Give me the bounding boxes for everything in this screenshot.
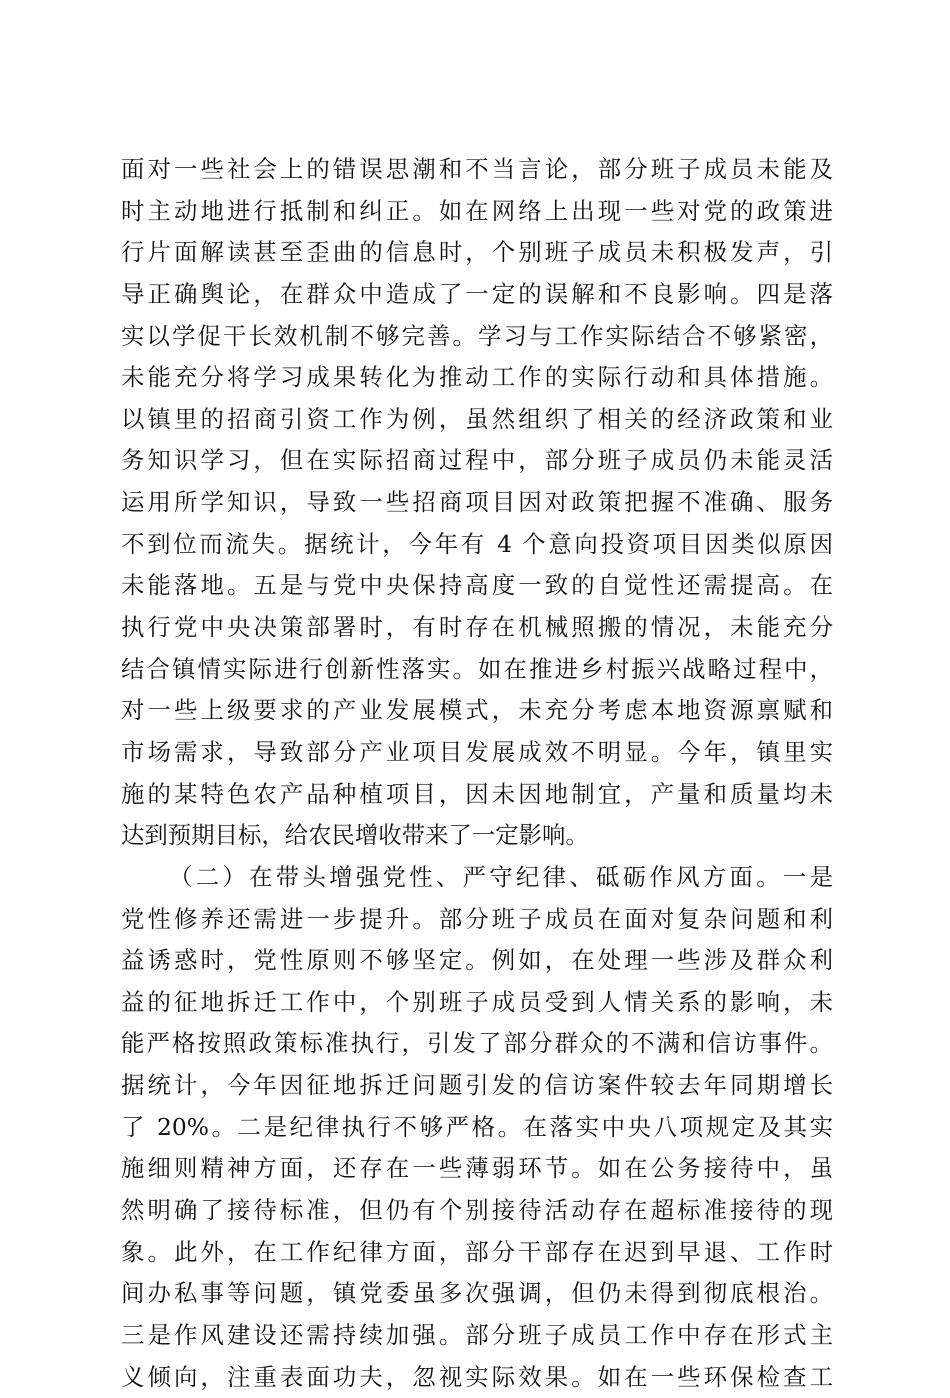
text-line: 市场需求，导致部分产业项目发展成效不明显。今年，镇里实	[121, 737, 833, 766]
text-line: 时主动地进行抵制和纠正。如在网络上出现一些对党的政策进	[121, 196, 833, 225]
text-line: 结合镇情实际进行创新性落实。如在推进乡村振兴战略过程中，	[121, 654, 833, 683]
text-line: 益诱惑时，党性原则不够坚定。例如，在处理一些涉及群众利	[121, 946, 833, 975]
text-line: 三是作风建设还需持续加强。部分班子成员工作中存在形式主	[121, 1320, 833, 1349]
text-line: 间办私事等问题，镇党委虽多次强调，但仍未得到彻底根治。	[121, 1279, 833, 1308]
text-line: 导正确舆论，在群众中造成了一定的误解和不良影响。四是落	[121, 279, 833, 308]
text-line: 未能充分将学习成果转化为推动工作的实际行动和具体措施。	[121, 363, 833, 392]
section-heading-line: （二）在带头增强党性、严守纪律、砥砺作风方面。一是	[169, 862, 833, 891]
text-line: 施的某特色农产品种植项目，因未因地制宜，产量和质量均未	[121, 779, 833, 808]
text-line: 施细则精神方面，还存在一些薄弱环节。如在公务接待中，虽	[121, 1154, 833, 1183]
text-line: 行片面解读甚至歪曲的信息时，个别班子成员未积极发声，引	[121, 238, 833, 267]
text-line: 党性修养还需进一步提升。部分班子成员在面对复杂问题和利	[121, 904, 833, 933]
text-line: 能严格按照政策标准执行，引发了部分群众的不满和信访事件。	[121, 1029, 833, 1058]
text-line: 然明确了接待标准，但仍有个别接待活动存在超标准接待的现	[121, 1196, 833, 1225]
text-line: 以镇里的招商引资工作为例，虽然组织了相关的经济政策和业	[121, 404, 833, 433]
text-line: 对一些上级要求的产业发展模式，未充分考虑本地资源禀赋和	[121, 696, 833, 725]
text-line: 执行党中央决策部署时，有时存在机械照搬的情况，未能充分	[121, 613, 833, 642]
text-line: 益的征地拆迁工作中，个别班子成员受到人情关系的影响，未	[121, 987, 833, 1016]
text-line: 象。此外，在工作纪律方面，部分干部存在迟到早退、工作时	[121, 1237, 833, 1266]
text-line: 了 20%。二是纪律执行不够严格。在落实中央八项规定及其实	[121, 1112, 833, 1141]
text-line: 面对一些社会上的错误思潮和不当言论，部分班子成员未能及	[121, 155, 833, 183]
body-text	[121, 149, 833, 1398]
text-line: 未能落地。五是与党中央保持高度一致的自觉性还需提高。在	[121, 571, 833, 600]
text-line: 务知识学习，但在实际招商过程中，部分班子成员仍未能灵活	[121, 446, 833, 475]
text-line: 据统计，今年因征地拆迁问题引发的信访案件较去年同期增长	[121, 1071, 833, 1100]
text-line: 达到预期目标，给农民增收带来了一定影响。	[121, 821, 589, 850]
text-line: 不到位而流失。据统计，今年有 4 个意向投资项目因类似原因	[121, 529, 833, 558]
text-line: 运用所学知识，导致一些招商项目因对政策把握不准确、服务	[121, 488, 833, 517]
text-line: 义倾向，注重表面功夫，忽视实际效果。如在一些环保检查工	[121, 1362, 833, 1391]
text-line: 实以学促干长效机制不够完善。学习与工作实际结合不够紧密，	[121, 321, 833, 350]
